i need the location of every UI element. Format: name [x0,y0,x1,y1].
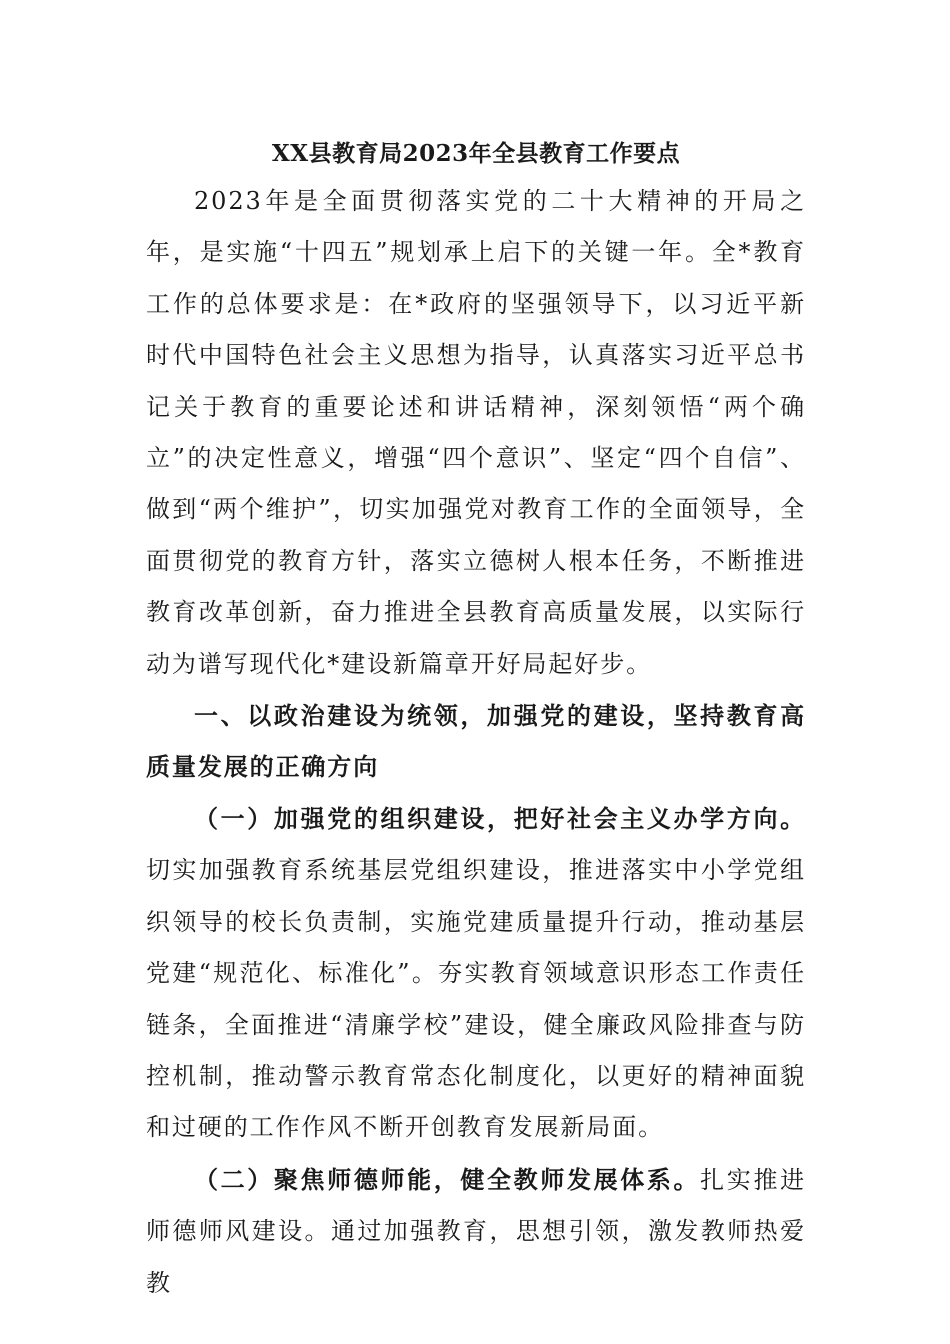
document-title: XX县教育局2023年全县教育工作要点 [271,140,681,167]
document-page [146,134,806,1309]
item-paragraph-2 [146,1154,806,1309]
item-paragraph-1 [146,793,806,1154]
section-heading-1: 一、以政治建设为统领，加强党的建设，坚持教育高质量发展的正确方向 [146,701,806,782]
intro-paragraph: 2023年是全面贯彻落实党的二十大精神的开局之年，是实施“十四五”规划承上启下的关键一年。全*教育工作的总体要求是：在*政府的坚强领导下，以习近平新时代中国特色社会主义思想为指导，认真落实习近平总书记关于教育的重要论述和讲话精神，深刻领悟“两个确立”的决定性意义，增强“四个意识”、坚定“四个自信”、做到“两个维护”，切实加强党对教育工作的全面领导，全面贯彻党的教育方针，落实立德树人根本任务，不断推进教育改革创新，奋力推进全县教育高质量发展，以实际行动为谱写现代化*建设新篇章开好局起好步。 [146,187,806,678]
item-body-1: 切实加强教育系统基层党组织建设，推进落实中小学党组织领导的校长负责制，实施党建质量提升行动，推动基层党建“规范化、标准化”。夯实教育领域意识形态工作责任链条，全面推进“清廉学校”建设，健全廉政风险排查与防控机制，推动警示教育常态化制度化，以更好的精神面貌和过硬的工作作风不断开创教育发展新局面。 [146,856,806,1142]
item-lead-1: （一）加强党的组织建设，把好社会主义办学方向。 [194,803,806,833]
item-lead-2: （二）聚焦师德师能，健全教师发展体系。 [194,1164,701,1194]
item-body-2: 扎实推进师德师风建设。通过加强教育，思想引领，激发教师热爱教 [146,1165,806,1297]
